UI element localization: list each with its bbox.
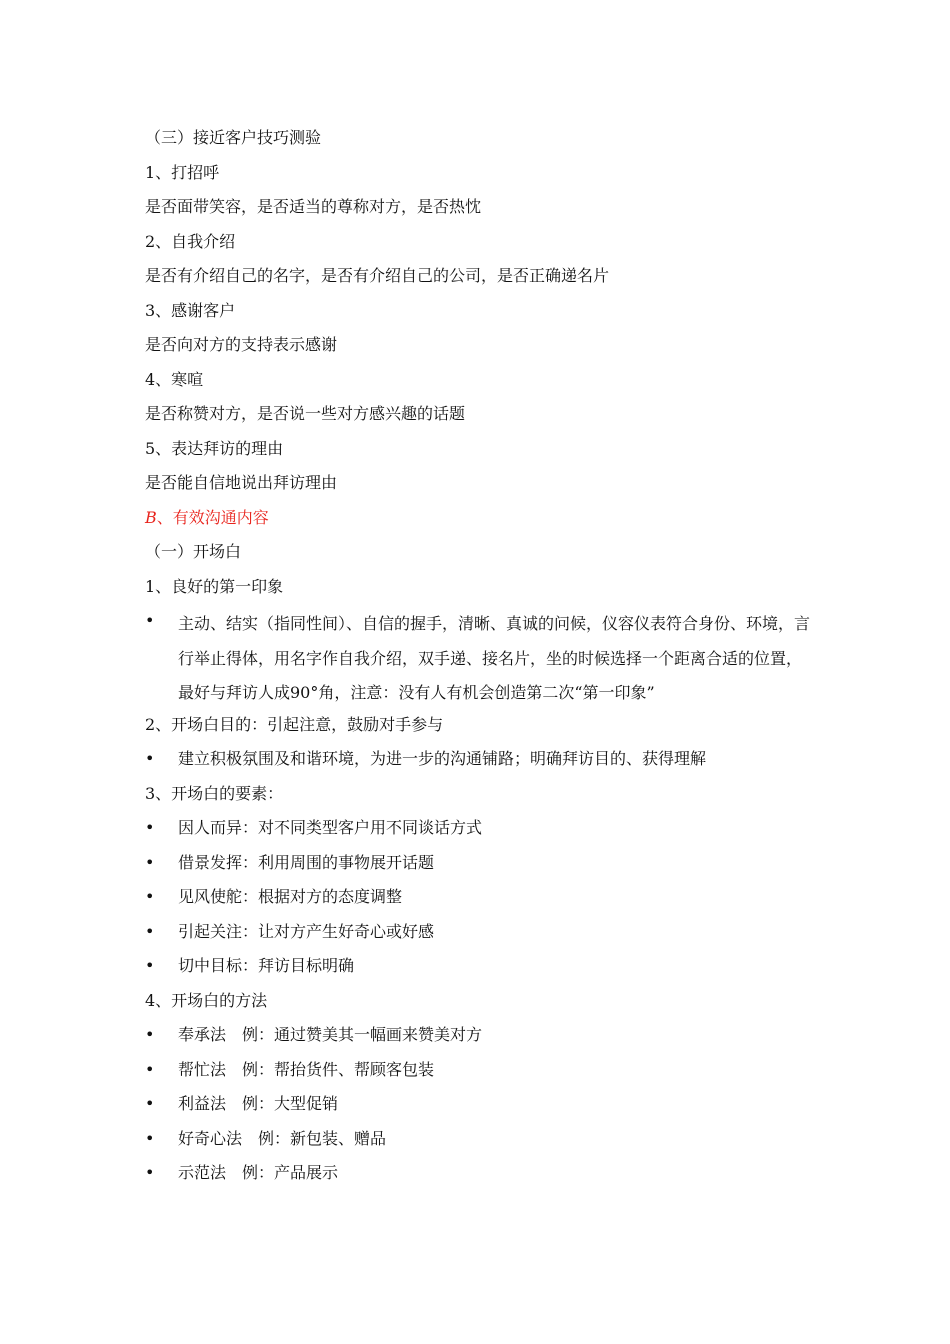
list-item (145, 607, 815, 711)
list-item (145, 1159, 815, 1194)
list-item (145, 918, 815, 953)
document-body (145, 124, 815, 1194)
subheading-opening-methods: 4、开场白的方法 (145, 990, 268, 1010)
item-desc-smalltalk: 是否称赞对方，是否说一些对方感兴趣的话题 (145, 404, 466, 423)
bullet-icon: • (145, 852, 155, 872)
bullet-icon: • (145, 1163, 155, 1182)
bullet-icon: • (145, 1025, 155, 1044)
list-item (145, 814, 815, 849)
bullet-icon: • (145, 1094, 155, 1113)
item-desc-reason: 是否能自信地说出拜访理由 (145, 473, 338, 492)
list-item-text: 借景发挥：利用周围的事物展开话题 (178, 852, 435, 872)
heading-approach-test: （三）接近客户技巧测验 (145, 128, 322, 147)
list-item-text: 好奇心法 例：新包装、赠品 (178, 1128, 387, 1148)
item-desc-self-intro: 是否有介绍自己的名字，是否有介绍自己的公司，是否正确递名片 (145, 266, 610, 285)
first-impression-text: 主动、结实（指同性间）、自信的握手，清晰、真诚的问候，仪容仪表符合身份、环境，言行举止得体，用名字作自我介绍，双手递、接名片，坐的时候选择一个距离合适的位置，最好与拜访人成90°角，注意：没有人有机会创造第二次“第一印象” (178, 614, 811, 702)
list-item-text: 见风使舵：根据对方的态度调整 (178, 887, 403, 906)
heading-opening: （一）开场白 (145, 542, 242, 561)
bullet-icon: • (145, 956, 155, 975)
list-item-text: 因人而异：对不同类型客户用不同谈话方式 (178, 818, 483, 837)
list-item (145, 1056, 815, 1091)
list-item (145, 1090, 815, 1125)
item-title-greeting: 1、打招呼 (145, 162, 220, 182)
list-item-text: 建立积极氛围及和谐环境，为进一步的沟通铺路；明确拜访目的、获得理解 (178, 749, 707, 768)
list-item (145, 883, 815, 918)
item-desc-greeting: 是否面带笑容，是否适当的尊称对方，是否热忱 (145, 197, 482, 216)
subheading-opening-elements: 3、开场白的要素： (145, 783, 284, 803)
item-title-smalltalk: 4、寒喧 (145, 369, 204, 389)
item-desc-thank: 是否向对方的支持表示感谢 (145, 335, 338, 354)
list-item-text: 引起关注：让对方产生好奇心或好感 (178, 921, 435, 941)
section-b-letter: B (145, 507, 157, 527)
item-title-reason: 5、表达拜访的理由 (145, 438, 284, 458)
bullet-icon: • (145, 1059, 155, 1079)
list-item (145, 745, 815, 780)
item-title-self-intro: 2、自我介绍 (145, 231, 236, 251)
item-title-thank: 3、感谢客户 (145, 300, 236, 320)
subheading-opening-purpose: 2、开场白目的：引起注意，鼓励对手参与 (145, 714, 444, 734)
list-item-text: 利益法 例：大型促销 (178, 1094, 339, 1113)
bullet-icon: • (145, 818, 155, 837)
list-item (145, 1125, 815, 1160)
bullet-icon: • (145, 921, 155, 941)
list-item (145, 1021, 815, 1056)
bullet-icon: • (145, 1128, 155, 1148)
subheading-first-impression: 1、良好的第一印象 (145, 576, 284, 596)
list-item-text: 示范法 例：产品展示 (178, 1163, 339, 1182)
list-item-text: 切中目标：拜访目标明确 (178, 956, 355, 975)
list-item (145, 952, 815, 987)
list-item-text: 帮忙法 例：帮抬货件、帮顾客包装 (178, 1059, 435, 1079)
list-item-text: 奉承法 例：通过赞美其一幅画来赞美对方 (178, 1025, 483, 1044)
bullet-icon: • (145, 749, 155, 768)
list-item (145, 849, 815, 884)
section-b-heading (145, 504, 815, 539)
bullet-icon: • (145, 611, 155, 630)
section-b-text: 、有效沟通内容 (156, 507, 269, 527)
bullet-icon: • (145, 887, 155, 906)
